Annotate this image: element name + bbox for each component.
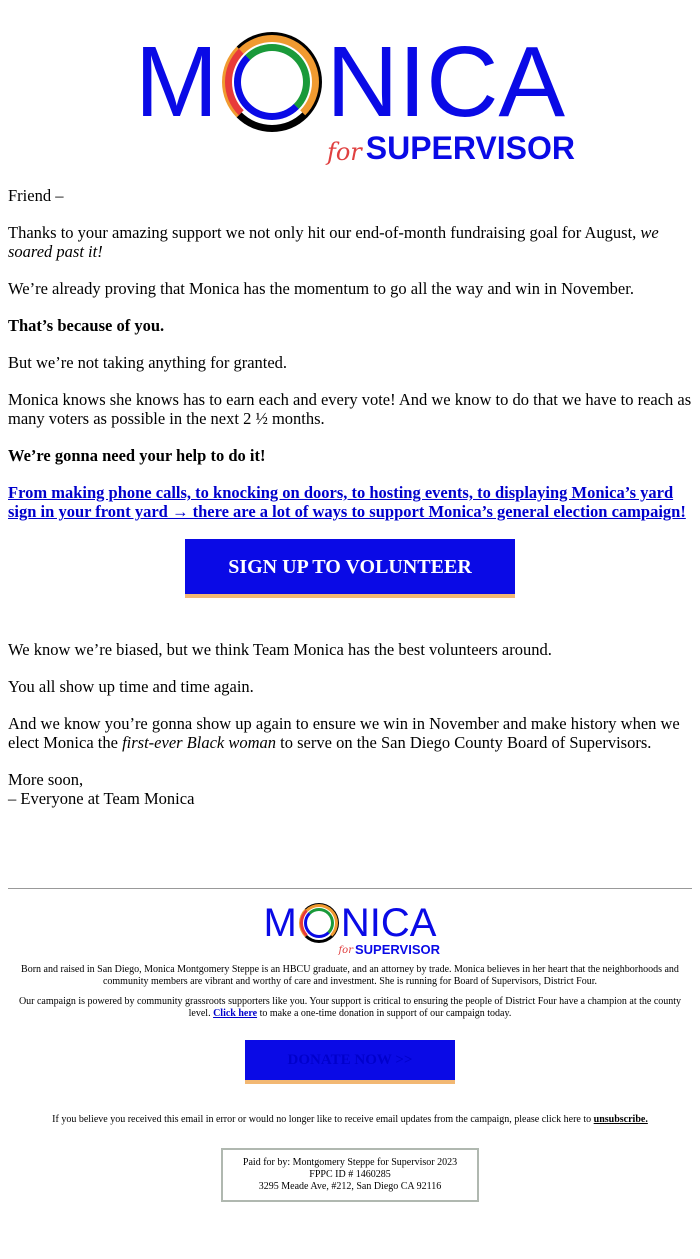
divider [8, 888, 692, 889]
greeting: Friend – [8, 186, 64, 205]
logo-ring-icon [222, 32, 322, 132]
text: And we know you’re gonna show up again to ensure we win in November and make history when we elect Monica the [8, 714, 680, 752]
paid-for-line: Paid for by: Montgomery Steppe for Supervisor 2023 [242, 1157, 458, 1168]
text: to make a one-time donation in support of our campaign today. [257, 1008, 512, 1019]
bold-text: We’re gonna need your help to do it! [8, 446, 266, 465]
logo-for: for [338, 945, 353, 956]
footer-logo [260, 903, 440, 956]
footer-logo-wordmark [264, 903, 437, 943]
logo-letters-nica: NICA [340, 901, 437, 945]
support-text [8, 996, 692, 1020]
paragraph-volunteers: We know we’re biased, but we think Team Monica has the best volunteers around. [8, 640, 552, 659]
logo-letters-nica: NICA [326, 26, 566, 138]
logo-tagline [327, 132, 575, 164]
paragraph-goal [8, 223, 692, 261]
text: If you believe you received this email in error or would no longer like to receive email updates from the campaign, please click here to [52, 1114, 594, 1125]
paragraph-granted: But we’re not taking anything for granted. [8, 353, 288, 372]
sign-up-to-volunteer-button[interactable]: SIGN UP TO VOLUNTEER [185, 539, 515, 598]
fppc-id: FPPC ID # 1460285 [309, 1169, 391, 1180]
paragraph-because [8, 316, 692, 335]
paragraph-earn-vote: Monica knows she knows has to earn each and every vote! And we know to do that we have to reach as many voters as possible in the next 2 ½ months. [8, 390, 692, 428]
address: 3295 Meade Ave, #212, San Diego CA 92116 [258, 1181, 442, 1192]
paid-for-by-box [221, 1148, 479, 1202]
paragraph-help [8, 446, 692, 465]
click-here-link[interactable]: Click here [213, 1008, 258, 1019]
logo-office: SUPERVISOR [365, 130, 575, 166]
footer-logo-tagline [338, 943, 440, 956]
paragraph-momentum: We’re already proving that Monica has the momentum to go all the way and win in November. [8, 279, 634, 298]
unsubscribe-text [8, 1114, 692, 1126]
signoff [8, 770, 692, 808]
donate-now-button[interactable]: DONATE NOW >> [245, 1040, 455, 1084]
text: Thanks to your amazing support we not only hit our end-of-month fundraising goal for August, [8, 223, 641, 242]
signoff-line: More soon, [8, 770, 84, 789]
unsubscribe-link[interactable]: unsubscribe. [593, 1114, 648, 1125]
bio: Born and raised in San Diego, Monica Montgomery Steppe is an HBCU graduate, and an attorney by trade. Monica believes in her heart that the neighborhoods and community members are vibrant and worthy of care and investment. She is running for Board of Supervisors, District Four. [21, 964, 679, 987]
paragraph-show-up: You all show up time and time again. [8, 677, 254, 696]
signoff-line: – Everyone at Team Monica [8, 789, 195, 808]
text: to serve on the San Diego County Board of Supervisors. [276, 733, 652, 752]
emphasis: first-ever Black woman [122, 733, 277, 752]
logo-letter-m: M [134, 26, 219, 138]
logo-for: for [326, 138, 362, 166]
bold-text: That’s because of you. [8, 316, 165, 335]
paragraph-history [8, 714, 692, 752]
logo-office: SUPERVISOR [354, 942, 440, 957]
emphasis: we soared past it! [8, 223, 659, 261]
text: Our campaign is powered by community grassroots supporters like you. Your support is critical to ensuring the people of District Four have a champion at the county level. [18, 996, 682, 1019]
monica-for-supervisor-logo [125, 26, 575, 166]
logo-ring-icon [299, 903, 339, 943]
logo-wordmark [134, 26, 566, 138]
footer [8, 903, 692, 1208]
logo-letter-m: M [263, 901, 297, 945]
volunteer-ways-link[interactable]: From making phone calls, to knocking on doors, to hosting events, to displaying Monica’s yard sign in your front yard → there are a lot of ways to support Monica’s general election campaign! [8, 483, 686, 521]
